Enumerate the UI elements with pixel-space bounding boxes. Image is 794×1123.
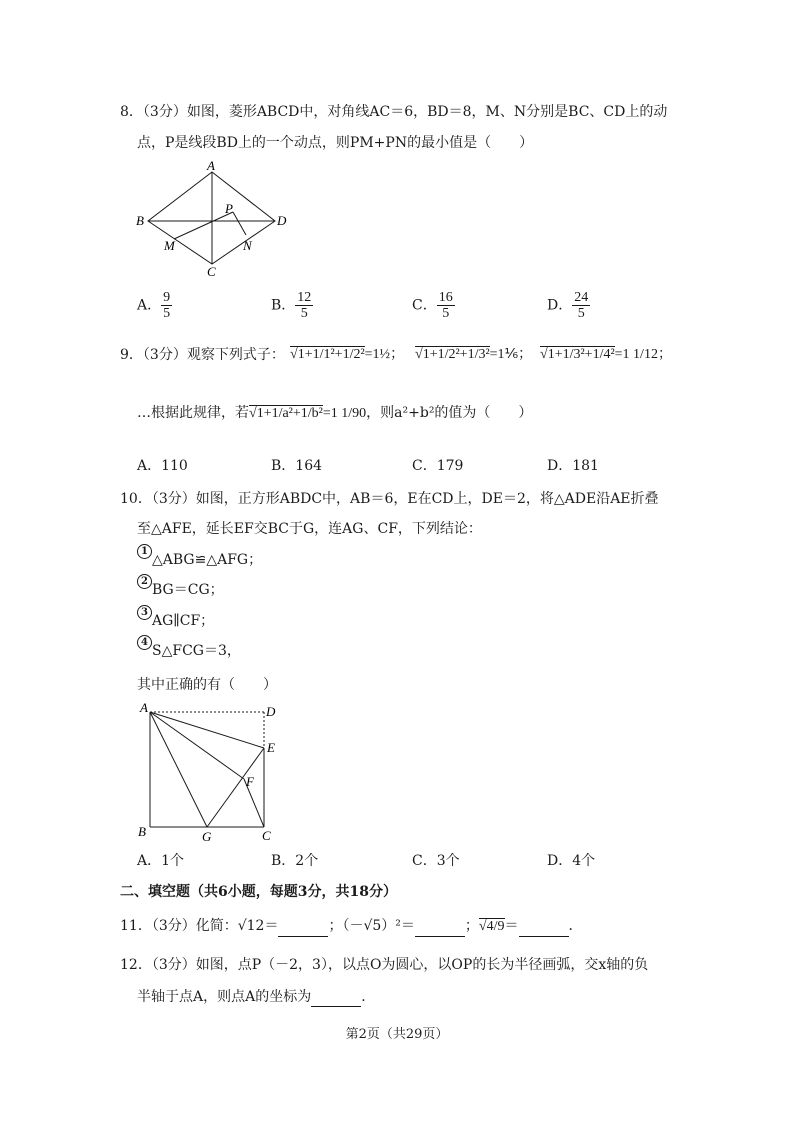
q10-conclusion-1: 1△ABG≌△AFG；	[137, 550, 262, 570]
q8-option-d: D． $\frac{24}{5}$	[547, 290, 589, 321]
label-N: N	[243, 238, 252, 253]
q10-line2: 至△AFE，延长EF交BC于G，连AG、CF，下列结论：	[137, 521, 482, 537]
circled-number-2: 2	[137, 574, 152, 589]
q8-option-a: A． $\frac{9}{5}$	[137, 290, 171, 321]
circled-number-1: 1	[137, 544, 152, 559]
circled-number-3: 3	[137, 605, 152, 620]
q9-formula-3: √1+1/3²+1/4²=1 1/12；	[540, 347, 672, 362]
square-figure	[136, 700, 286, 845]
label-P: P	[225, 201, 233, 216]
label-A: A	[207, 158, 215, 173]
q10-line3: 其中正确的有（ ）	[137, 677, 277, 693]
answer-blank-4	[311, 992, 361, 1007]
section-heading: 二、填空题（共6小题，每题3分，共18分）	[120, 884, 397, 900]
q9-option-d: D．181	[547, 458, 599, 474]
q10-option-a: A．1个	[137, 853, 185, 869]
q10-conclusion-3: 3AG∥CF；	[137, 611, 214, 631]
q10-option-b: B．2个	[271, 853, 319, 869]
q10-line1: 10．（3分）如图，正方形ABDC中，AB＝6，E在CD上，DE＝2，将△ADE沿AE折叠	[120, 491, 659, 507]
q9-formula-2: √1+1/2²+1/3²=1⅙；	[415, 347, 533, 362]
label-F: F	[246, 774, 254, 789]
label-M: M	[164, 238, 175, 253]
answer-blank-2	[415, 922, 465, 937]
label-B: B	[136, 213, 144, 228]
q8-option-c: C． $\frac{16}{5}$	[412, 290, 453, 321]
label-B: B	[138, 824, 146, 839]
q10-option-c: C．3个	[412, 853, 460, 869]
q8-line2: 点，P是线段BD上的一个动点，则PM+PN的最小值是（ ）	[137, 135, 534, 151]
label-D: D	[277, 213, 287, 228]
q9-option-a: A．110	[137, 458, 188, 474]
page-footer: 第2页（共29页）	[345, 1027, 449, 1042]
q9-intro: 9．（3分）观察下列式子：	[120, 347, 285, 363]
rhombus-figure	[134, 158, 294, 280]
q9-line2: …根据此规律，若√1+1/a²+1/b²=1 1/90，则a²+b²的值为（ ）	[137, 405, 533, 421]
label-A: A	[140, 700, 148, 715]
q12-line2: 半轴于点A，则点A的坐标为 ．	[137, 989, 376, 1005]
q10-conclusion-2: 2BG＝CG；	[137, 580, 224, 600]
label-G: G	[202, 829, 212, 844]
label-E: E	[267, 740, 275, 755]
q11: 11．（3分）化简：√12＝ ；（－√5）²＝ ；√4/9＝ ．	[120, 916, 583, 937]
q9-option-c: C．179	[412, 458, 464, 474]
circled-number-4: 4	[137, 635, 152, 650]
label-C: C	[207, 264, 216, 279]
q10-option-d: D．4个	[547, 853, 596, 869]
q10-conclusion-4: 4S△FCG＝3，	[137, 641, 241, 661]
answer-blank-1	[278, 922, 328, 937]
q8-line1: 8．（3分）如图，菱形ABCD中，对角线AC＝6，BD＝8，M、N分别是BC、CD上的动	[120, 104, 668, 120]
q12-line1: 12．（3分）如图，点P（－2，3），以点O为圆心，以OP的长为半径画弧，交x轴的负	[120, 957, 649, 973]
q8-option-b: B． $\frac{12}{5}$	[271, 290, 312, 321]
q9-formula-1: √1+1/1²+1/2²=1½；	[290, 347, 405, 362]
answer-blank-3	[519, 922, 569, 937]
q9-option-b: B．164	[271, 458, 323, 474]
label-C: C	[262, 828, 271, 843]
label-D: D	[266, 704, 276, 719]
